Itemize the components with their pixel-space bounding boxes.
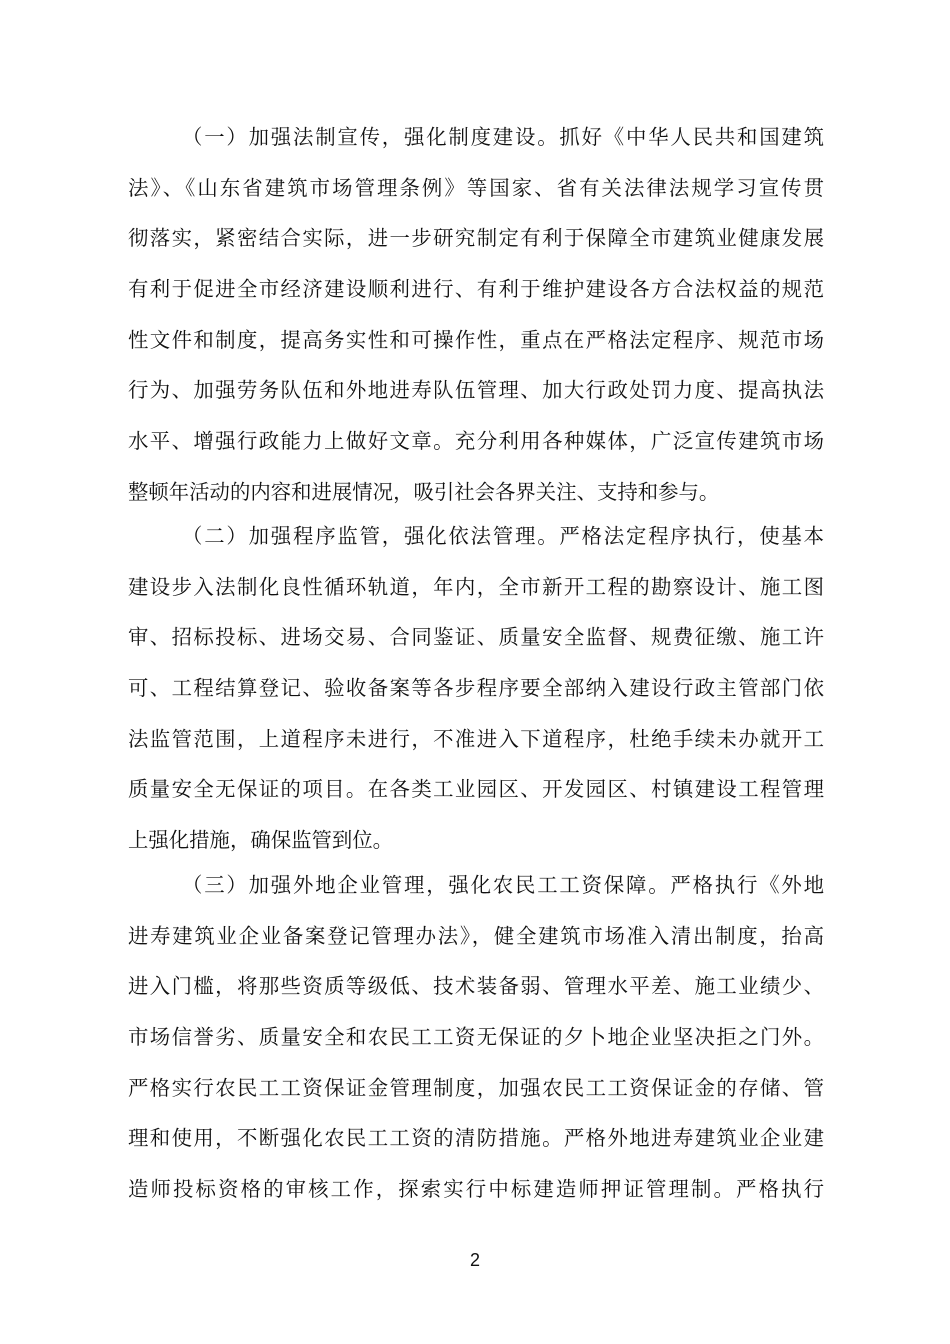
- paragraph-line: 性文件和制度，提高务实性和可操作性，重点在严格法定程序、规范市场: [128, 327, 824, 352]
- paragraph-line: 整顿年活动的内容和进展情况，吸引社会各界关注、支持和参与。: [128, 479, 720, 504]
- paragraph-line: （三）加强外地企业管理，强化农民工工资保障。严格执行《外地: [182, 873, 824, 897]
- paragraph-line: 进寿建筑业企业备案登记管理办法》，健全建筑市场准入清出制度，抬高: [128, 923, 824, 948]
- paragraph-line: 有利于促进全市经济建设顺利进行、有利于维护建设各方合法权益的规范: [128, 277, 824, 302]
- paragraph-line: 审、招标投标、进场交易、合同鉴证、质量安全监督、规费征缴、施工许: [128, 625, 824, 650]
- paragraph-line: 建设步入法制化良性循环轨道，年内，全市新开工程的勘察设计、施工图: [128, 574, 824, 599]
- paragraph-line: （二）加强程序监管，强化依法管理。严格法定程序执行，使基本: [182, 524, 824, 548]
- paragraph-line: 进入门槛，将那些资质等级低、技术装备弱、管理水平差、施工业绩少、: [128, 974, 824, 999]
- paragraph-legal-publicity: [128, 112, 824, 518]
- paragraph-line: 市场信誉劣、质量安全和农民工工资无保证的夕卜地企业坚决拒之门外。: [128, 1025, 824, 1050]
- paragraph-line: 彻落实，紧密结合实际，进一步研究制定有利于保障全市建筑业健康发展: [128, 226, 824, 251]
- paragraph-line: 造师投标资格的审核工作，探索实行中标建造师押证管理制。严格执行: [128, 1177, 824, 1202]
- paragraph-line: 上强化措施，确保监管到位。: [128, 828, 394, 853]
- paragraph-procedure-supervision: [128, 511, 824, 866]
- paragraph-line: 质量安全无保证的项目。在各类工业园区、开发园区、村镇建设工程管理: [128, 777, 824, 802]
- page-number: 2: [469, 1250, 480, 1270]
- paragraph-external-enterprise-management: [128, 860, 824, 1215]
- paragraph-line: 严格实行农民工工资保证金管理制度，加强农民工工资保证金的存储、管: [128, 1075, 824, 1100]
- paragraph-line: 理和使用，不断强化农民工工资的清防措施。严格外地进寿建筑业企业建: [128, 1126, 824, 1151]
- paragraph-line: 可、工程结算登记、验收备案等各步程序要全部纳入建设行政主管部门依: [128, 676, 824, 701]
- paragraph-line: 法监管范围，上道程序未进行，不准进入下道程序，杜绝手续未办就开工: [128, 726, 824, 751]
- paragraph-line: （一）加强法制宣传，强化制度建设。抓好《中华人民共和国建筑: [182, 125, 824, 149]
- paragraph-line: 法》、《山东省建筑市场管理条例》等国家、省有关法律法规学习宣传贯: [128, 175, 824, 200]
- paragraph-line: 水平、增强行政能力上做好文章。充分利用各种媒体，广泛宣传建筑市场: [128, 429, 824, 454]
- paragraph-line: 行为、加强劳务队伍和外地进寿队伍管理、加大行政处罚力度、提高执法: [128, 378, 824, 403]
